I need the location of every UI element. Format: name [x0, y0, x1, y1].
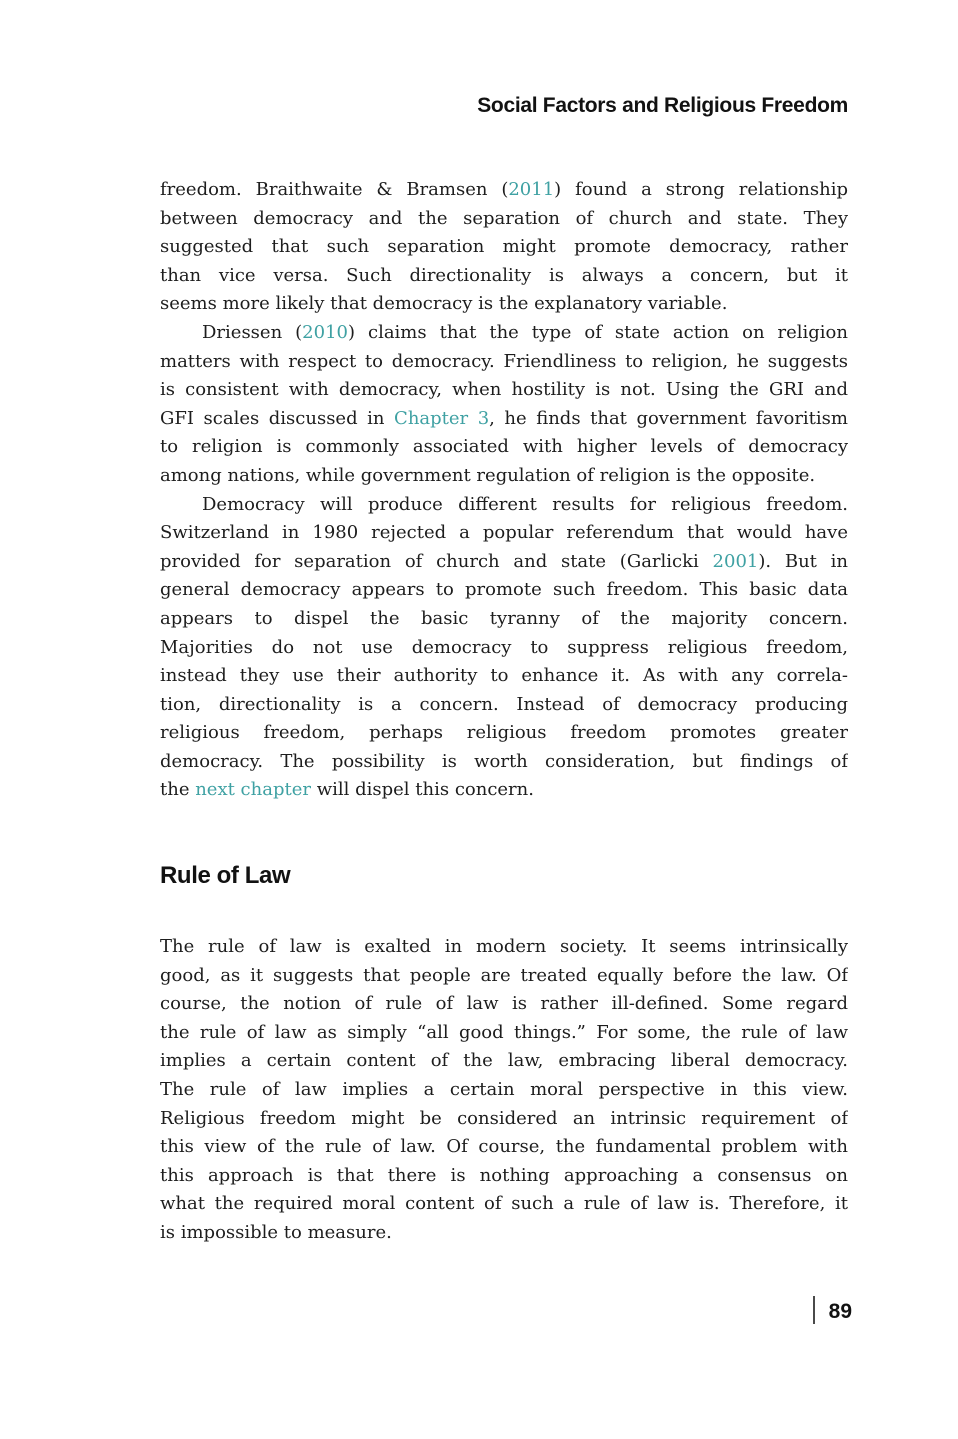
- text-run: Democracy will produce different results for religious freedom.: [202, 493, 848, 515]
- text-run: general democracy appears to promote such freedom. This basic data: [160, 579, 848, 601]
- text-line: [160, 576, 848, 605]
- text-run: democracy. The possibility is worth consideration, but findings of: [160, 750, 848, 772]
- text-run: provided for separation of church and state (Garlicki: [160, 550, 713, 572]
- text-run: the rule of law as simply “all good things.” For some, the rule of law: [160, 1021, 848, 1043]
- page-footer: [160, 1296, 852, 1327]
- text-line: [160, 376, 848, 405]
- text-run: among nations, while government regulation of religion is the opposite.: [160, 464, 816, 486]
- text-run: appears to dispel the basic tyranny of the majority concern.: [160, 607, 848, 629]
- text-run: Switzerland in 1980 rejected a popular referendum that would have: [160, 522, 848, 544]
- text-line: [160, 1105, 848, 1134]
- text-run: religious freedom, perhaps religious freedom promotes greater: [160, 722, 848, 744]
- text-line: [160, 1133, 848, 1162]
- text-line: [160, 1219, 848, 1248]
- text-line: [160, 548, 848, 577]
- text-run: this view of the rule of law. Of course, the fundamental problem with: [160, 1136, 848, 1158]
- text-run: than vice versa. Such directionality is always a concern, but it: [160, 264, 848, 286]
- text-run: , he finds that government favoritism: [489, 407, 848, 429]
- text-line: [160, 748, 848, 777]
- text-run: ). But in: [758, 550, 848, 572]
- text-run: Majorities do not use democracy to suppress religious freedom,: [160, 636, 848, 658]
- text-run: seems more likely that democracy is the explanatory variable.: [160, 293, 728, 315]
- text-run: to religion is commonly associated with higher levels of democracy: [160, 436, 848, 458]
- text-line: [160, 205, 848, 234]
- text-line: [160, 233, 848, 262]
- text-line: [160, 962, 848, 991]
- page-number: 89: [828, 1299, 852, 1323]
- text-run: The rule of law implies a certain moral perspective in this view.: [160, 1079, 848, 1101]
- paragraph-block-before-heading: [160, 176, 848, 805]
- text-line: [160, 1047, 848, 1076]
- text-run: matters with respect to democracy. Friendliness to religion, he suggests: [160, 350, 848, 372]
- text-run: suggested that such separation might promote democracy, rather: [160, 236, 848, 258]
- text-line: [160, 1190, 848, 1219]
- text-line: [160, 433, 848, 462]
- reference-link[interactable]: Chapter 3: [394, 407, 490, 429]
- text-line: [160, 1076, 848, 1105]
- reference-link[interactable]: 2011: [508, 179, 555, 200]
- reference-link[interactable]: 2010: [302, 321, 348, 343]
- text-line: [160, 634, 848, 663]
- text-line: [160, 933, 848, 962]
- text-run: The rule of law is exalted in modern society. It seems intrinsically: [160, 936, 848, 958]
- text-line: [160, 662, 848, 691]
- text-run: Driessen (: [202, 321, 303, 343]
- reference-link[interactable]: 2001: [712, 550, 759, 572]
- text-run: is consistent with democracy, when hostility is not. Using the GRI and: [160, 379, 848, 401]
- paragraph-block-after-heading: [160, 933, 848, 1248]
- body-text: [160, 176, 848, 1248]
- text-line: [160, 1162, 848, 1191]
- text-run: between democracy and the separation of church and state. They: [160, 207, 848, 229]
- text-line: [160, 348, 848, 377]
- text-run: good, as it suggests that people are treated equally before the law. Of: [160, 964, 848, 986]
- text-line: [160, 491, 848, 520]
- text-run: implies a certain content of the law, embracing liberal democracy.: [160, 1050, 848, 1072]
- text-line: [160, 605, 848, 634]
- text-line: [160, 319, 848, 348]
- text-line: [160, 719, 848, 748]
- text-line: [160, 262, 848, 291]
- running-header: Social Factors and Religious Freedom: [477, 94, 848, 117]
- text-line: [160, 405, 848, 434]
- text-line: [160, 990, 848, 1019]
- page-number-divider: [813, 1296, 815, 1324]
- text-line: [160, 1019, 848, 1048]
- text-run: instead they use their authority to enhance it. As with any correla-: [160, 665, 848, 687]
- text-run: GFI scales discussed in: [160, 407, 395, 429]
- text-run: freedom. Braithwaite & Bramsen (: [160, 179, 509, 200]
- text-line: [160, 519, 848, 548]
- text-line: [160, 462, 848, 491]
- reference-link[interactable]: next chapter: [195, 779, 311, 801]
- text-line: [160, 290, 848, 319]
- text-line: [160, 776, 848, 805]
- text-line: [160, 176, 848, 205]
- section-heading: Rule of Law: [160, 862, 291, 890]
- text-run: will dispel this concern.: [310, 779, 534, 801]
- text-run: Religious freedom might be considered an intrinsic requirement of: [160, 1107, 848, 1129]
- text-run: course, the notion of rule of law is rather ill-defined. Some regard: [160, 993, 848, 1015]
- text-run: is impossible to measure.: [160, 1222, 392, 1243]
- text-run: ) claims that the type of state action on religion: [347, 321, 848, 343]
- text-line: [160, 691, 848, 720]
- text-run: the: [160, 779, 196, 801]
- text-run: ) found a strong relationship: [554, 179, 848, 200]
- text-run: tion, directionality is a concern. Instead of democracy producing: [160, 693, 848, 715]
- text-run: this approach is that there is nothing approaching a consensus on: [160, 1164, 848, 1186]
- text-run: what the required moral content of such a rule of law is. Therefore, it: [160, 1193, 848, 1215]
